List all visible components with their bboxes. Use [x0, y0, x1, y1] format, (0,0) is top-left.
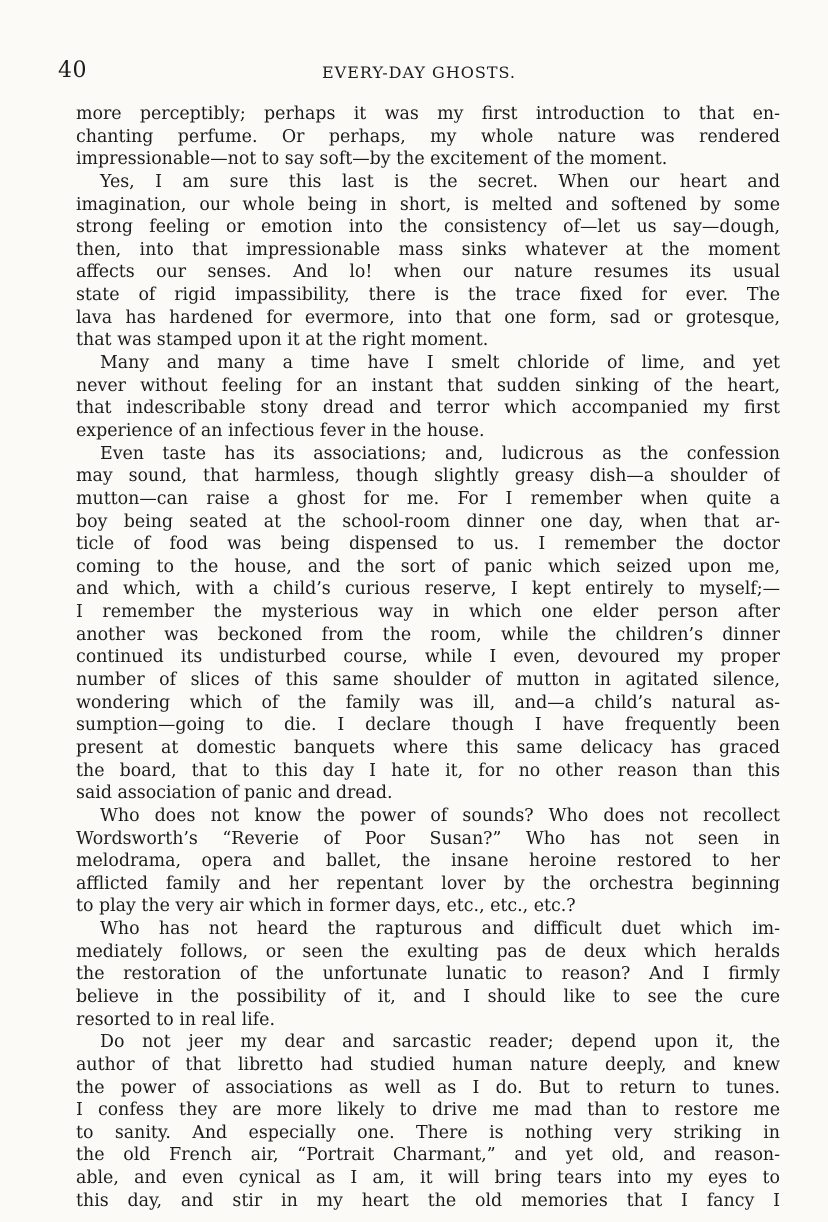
- text-line: imagination, our whole being in short, is melted and softened by some: [76, 194, 780, 215]
- text-line: Who has not heard the rapturous and difficult duet which im-: [100, 919, 780, 940]
- page-number: 40: [58, 58, 87, 83]
- text-line: lava has hardened for evermore, into that one form, sad or grotesque,: [76, 307, 780, 328]
- text-line: the power of associations as well as I do. But to return to tunes.: [76, 1077, 780, 1098]
- running-title: EVERY-DAY GHOSTS.: [321, 63, 517, 82]
- text-line: and which, with a child’s curious reserve, I kept entirely to myself;—: [76, 579, 780, 600]
- text-line: impressionable—not to say soft—by the excitement of the moment.: [76, 149, 668, 170]
- text-line: believe in the possibility of it, and I should like to see the cure: [76, 986, 780, 1007]
- text-line: to play the very air which in former days, etc., etc., etc.?: [76, 896, 576, 917]
- text-line: this day, and stir in my heart the old memories that I fancy I: [76, 1190, 780, 1211]
- text-line: Who does not know the power of sounds? Who does not recollect: [100, 805, 780, 826]
- text-line: chanting perfume. Or perhaps, my whole nature was rendered: [76, 126, 780, 147]
- text-line: strong feeling or emotion into the consistency of—let us say—dough,: [76, 217, 780, 238]
- text-line: coming to the house, and the sort of panic which seized upon me,: [76, 556, 780, 577]
- text-line: able, and even cynical as I am, it will bring tears into my eyes to: [76, 1168, 780, 1189]
- text-line: then, into that impressionable mass sinks whatever at the moment: [76, 239, 780, 260]
- text-line: experience of an infectious fever in the house.: [76, 420, 485, 441]
- text-line: number of slices of this same shoulder of mutton in agitated silence,: [76, 670, 780, 691]
- text-line: the old French air, “Portrait Charmant,” and yet old, and reason-: [76, 1145, 780, 1166]
- text-line: continued its undisturbed course, while I even, devoured my proper: [76, 647, 780, 668]
- text-line: affects our senses. And lo! when our nature resumes its usual: [76, 262, 780, 283]
- text-line: I remember the mysterious way in which one elder person after: [76, 602, 780, 623]
- text-line: Even taste has its associations; and, ludicrous as the confession: [100, 443, 780, 464]
- text-line: another was beckoned from the room, while the children’s dinner: [76, 624, 780, 645]
- text-line: present at domestic banquets where this same delicacy has graced: [76, 737, 780, 758]
- text-line: Wordsworth’s “Reverie of Poor Susan?” Who has not seen in: [76, 828, 780, 849]
- text-line: mutton—can raise a ghost for me. For I remember when quite a: [76, 488, 780, 509]
- text-line: that was stamped upon it at the right moment.: [76, 330, 489, 351]
- text-line: the board, that to this day I hate it, for no other reason than this: [76, 760, 780, 781]
- text-line: state of rigid impassibility, there is the trace fixed for ever. The: [76, 285, 780, 306]
- text-line: author of that libretto had studied human nature deeply, and knew: [76, 1054, 780, 1075]
- text-line: wondering which of the family was ill, and—a child’s natural as-: [76, 692, 780, 713]
- text-line: Yes, I am sure this last is the secret. When our heart and: [100, 171, 780, 192]
- text-line: afflicted family and her repentant lover by the orchestra beginning: [76, 873, 780, 894]
- text-line: mediately follows, or seen the exulting pas de deux which heralds: [76, 941, 780, 962]
- text-line: ticle of food was being dispensed to us. I remember the doctor: [76, 534, 780, 555]
- text-line: sumption—going to die. I declare though I have frequently been: [76, 715, 780, 736]
- text-line: that indescribable stony dread and terror which accompanied my first: [76, 398, 780, 419]
- text-line: never without feeling for an instant that sudden sinking of the heart,: [76, 375, 780, 396]
- text-line: the restoration of the unfortunate lunatic to reason? And I firmly: [76, 964, 780, 985]
- text-line: resorted to in real life.: [76, 1009, 275, 1030]
- text-line: said association of panic and dread.: [76, 783, 393, 804]
- page-header: [58, 58, 780, 90]
- body-text: [76, 103, 780, 1212]
- text-line: melodrama, opera and ballet, the insane heroine restored to her: [76, 851, 780, 872]
- text-line: Many and many a time have I smelt chloride of lime, and yet: [100, 353, 780, 374]
- text-line: may sound, that harmless, though slightly greasy dish—a shoulder of: [76, 466, 780, 487]
- text-line: I confess they are more likely to drive me mad than to restore me: [76, 1100, 780, 1121]
- text-line: more perceptibly; perhaps it was my first introduction to that en-: [76, 104, 780, 124]
- text-line: to sanity. And especially one. There is nothing very striking in: [76, 1122, 780, 1143]
- text-line: Do not jeer my dear and sarcastic reader; depend upon it, the: [100, 1032, 780, 1053]
- text-line: boy being seated at the school-room dinner one day, when that ar-: [76, 511, 780, 532]
